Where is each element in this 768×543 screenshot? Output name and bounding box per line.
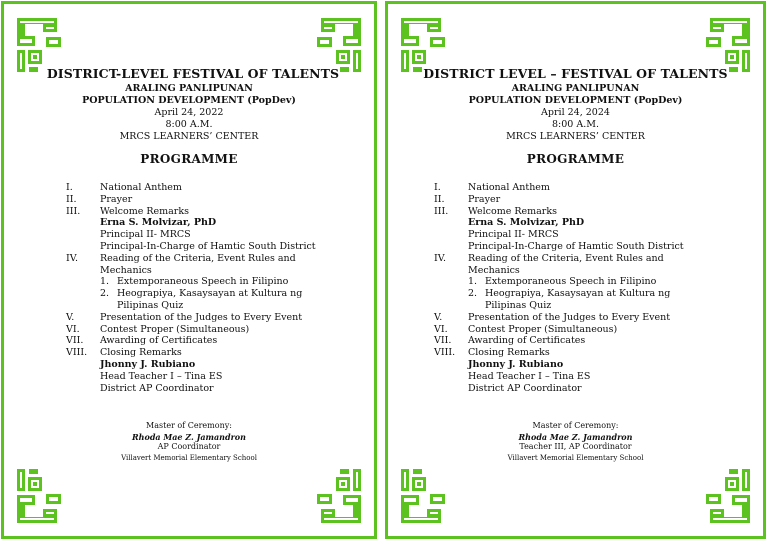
event-date: April 24, 2024 — [541, 107, 610, 118]
event-time: 8:00 A.M. — [552, 119, 599, 130]
sub-item: 2. Heograpiya, Kasaysayan at Kultura ng — [468, 288, 671, 300]
corner-ornament-icon — [695, 468, 751, 524]
corner-ornament-icon — [16, 468, 72, 524]
mc-name: Rhoda Mae Z. Jamandron — [518, 431, 633, 442]
speaker-role: Principal-In-Charge of Hamtic South District — [468, 240, 684, 252]
list-item: VIII. Closing Remarks — [66, 347, 182, 359]
theme-line: POPULATION DEVELOPMENT (PopDev) — [468, 95, 683, 106]
master-of-ceremony — [4, 421, 374, 463]
sub-item: 2. Heograpiya, Kasaysayan at Kultura ng — [100, 288, 303, 300]
event-venue: MRCS LEARNERS’ CENTER — [506, 131, 645, 142]
programme-list — [434, 182, 684, 394]
programme-list — [66, 182, 316, 394]
list-item: V. Presentation of the Judges to Every Event — [66, 311, 303, 323]
subject-line: ARALING PANLIPUNAN — [125, 83, 253, 94]
speaker-role: Principal-In-Charge of Hamtic South District — [100, 240, 316, 252]
programme-heading: PROGRAMME — [526, 152, 625, 166]
list-item: II. Prayer — [434, 193, 501, 205]
list-item: VIII. Closing Remarks — [434, 347, 550, 359]
speaker-name: Erna S. Molvizar, PhD — [468, 217, 585, 229]
corner-ornament-icon — [306, 468, 362, 524]
event-date: April 24, 2022 — [154, 107, 224, 118]
event-title: DISTRICT LEVEL – FESTIVAL OF TALENTS — [423, 66, 728, 81]
mc-label: Master of Ceremony: — [532, 421, 619, 430]
list-item-cont: Mechanics — [468, 264, 520, 276]
sub-item-cont: Pilipinas Quiz — [485, 299, 552, 311]
speaker-name: Jhonny J. Rubiano — [468, 358, 564, 370]
event-title: DISTRICT-LEVEL FESTIVAL OF TALENTS — [46, 66, 340, 81]
speaker-role: Head Teacher I – Tina ES — [100, 370, 223, 382]
sub-item: 1. Extemporaneous Speech in Filipino — [468, 276, 657, 288]
mc-school: Villavert Memorial Elementary School — [507, 453, 644, 462]
list-item: III. Welcome Remarks — [66, 205, 189, 217]
corner-ornament-icon — [400, 17, 456, 73]
list-item: VI. Contest Proper (Simultaneous) — [66, 323, 250, 335]
subject-line: ARALING PANLIPUNAN — [511, 83, 640, 94]
corner-ornament-icon — [306, 17, 362, 73]
speaker-role: District AP Coordinator — [100, 382, 214, 394]
theme-line: POPULATION DEVELOPMENT (PopDev) — [82, 95, 296, 106]
event-venue: MRCS LEARNERS’ CENTER — [119, 131, 259, 142]
speaker-name: Erna S. Molvizar, PhD — [100, 217, 217, 229]
event-time: 8:00 A.M. — [165, 119, 213, 130]
programme-card-2022 — [1, 1, 377, 539]
mc-role: AP Coordinator — [157, 442, 221, 451]
speaker-role: Principal II- MRCS — [100, 229, 191, 241]
master-of-ceremony — [388, 421, 763, 463]
mc-school: Villavert Memorial Elementary School — [121, 453, 257, 462]
list-item: I. National Anthem — [66, 182, 182, 193]
list-item: VI. Contest Proper (Simultaneous) — [434, 323, 618, 335]
speaker-role: Principal II- MRCS — [468, 229, 559, 241]
sub-item: 1. Extemporaneous Speech in Filipino — [100, 276, 289, 288]
corner-ornament-icon — [400, 468, 456, 524]
list-item-cont: Mechanics — [100, 264, 152, 276]
mc-label: Master of Ceremony: — [146, 421, 232, 430]
mc-role: Teacher III, AP Coordinator — [519, 442, 632, 451]
list-item: IV. Reading of the Criteria, Event Rules and — [66, 252, 296, 264]
programme-heading: PROGRAMME — [140, 152, 238, 166]
corner-ornament-icon — [16, 17, 72, 73]
speaker-name: Jhonny J. Rubiano — [100, 358, 196, 370]
list-item: II. Prayer — [66, 193, 133, 205]
speaker-role: Head Teacher I – Tina ES — [468, 370, 591, 382]
mc-name: Rhoda Mae Z. Jamandron — [132, 431, 246, 442]
list-item: VII. Awarding of Certificates — [66, 335, 218, 347]
list-item: III. Welcome Remarks — [434, 205, 557, 217]
list-item: VII. Awarding of Certificates — [434, 335, 586, 347]
sub-item-cont: Pilipinas Quiz — [117, 299, 184, 311]
corner-ornament-icon — [695, 17, 751, 73]
list-item: V. Presentation of the Judges to Every Event — [434, 311, 671, 323]
list-item: IV. Reading of the Criteria, Event Rules and — [434, 252, 664, 264]
programme-card-2024 — [385, 1, 766, 539]
speaker-role: District AP Coordinator — [468, 382, 582, 394]
list-item: I. National Anthem — [434, 182, 550, 193]
